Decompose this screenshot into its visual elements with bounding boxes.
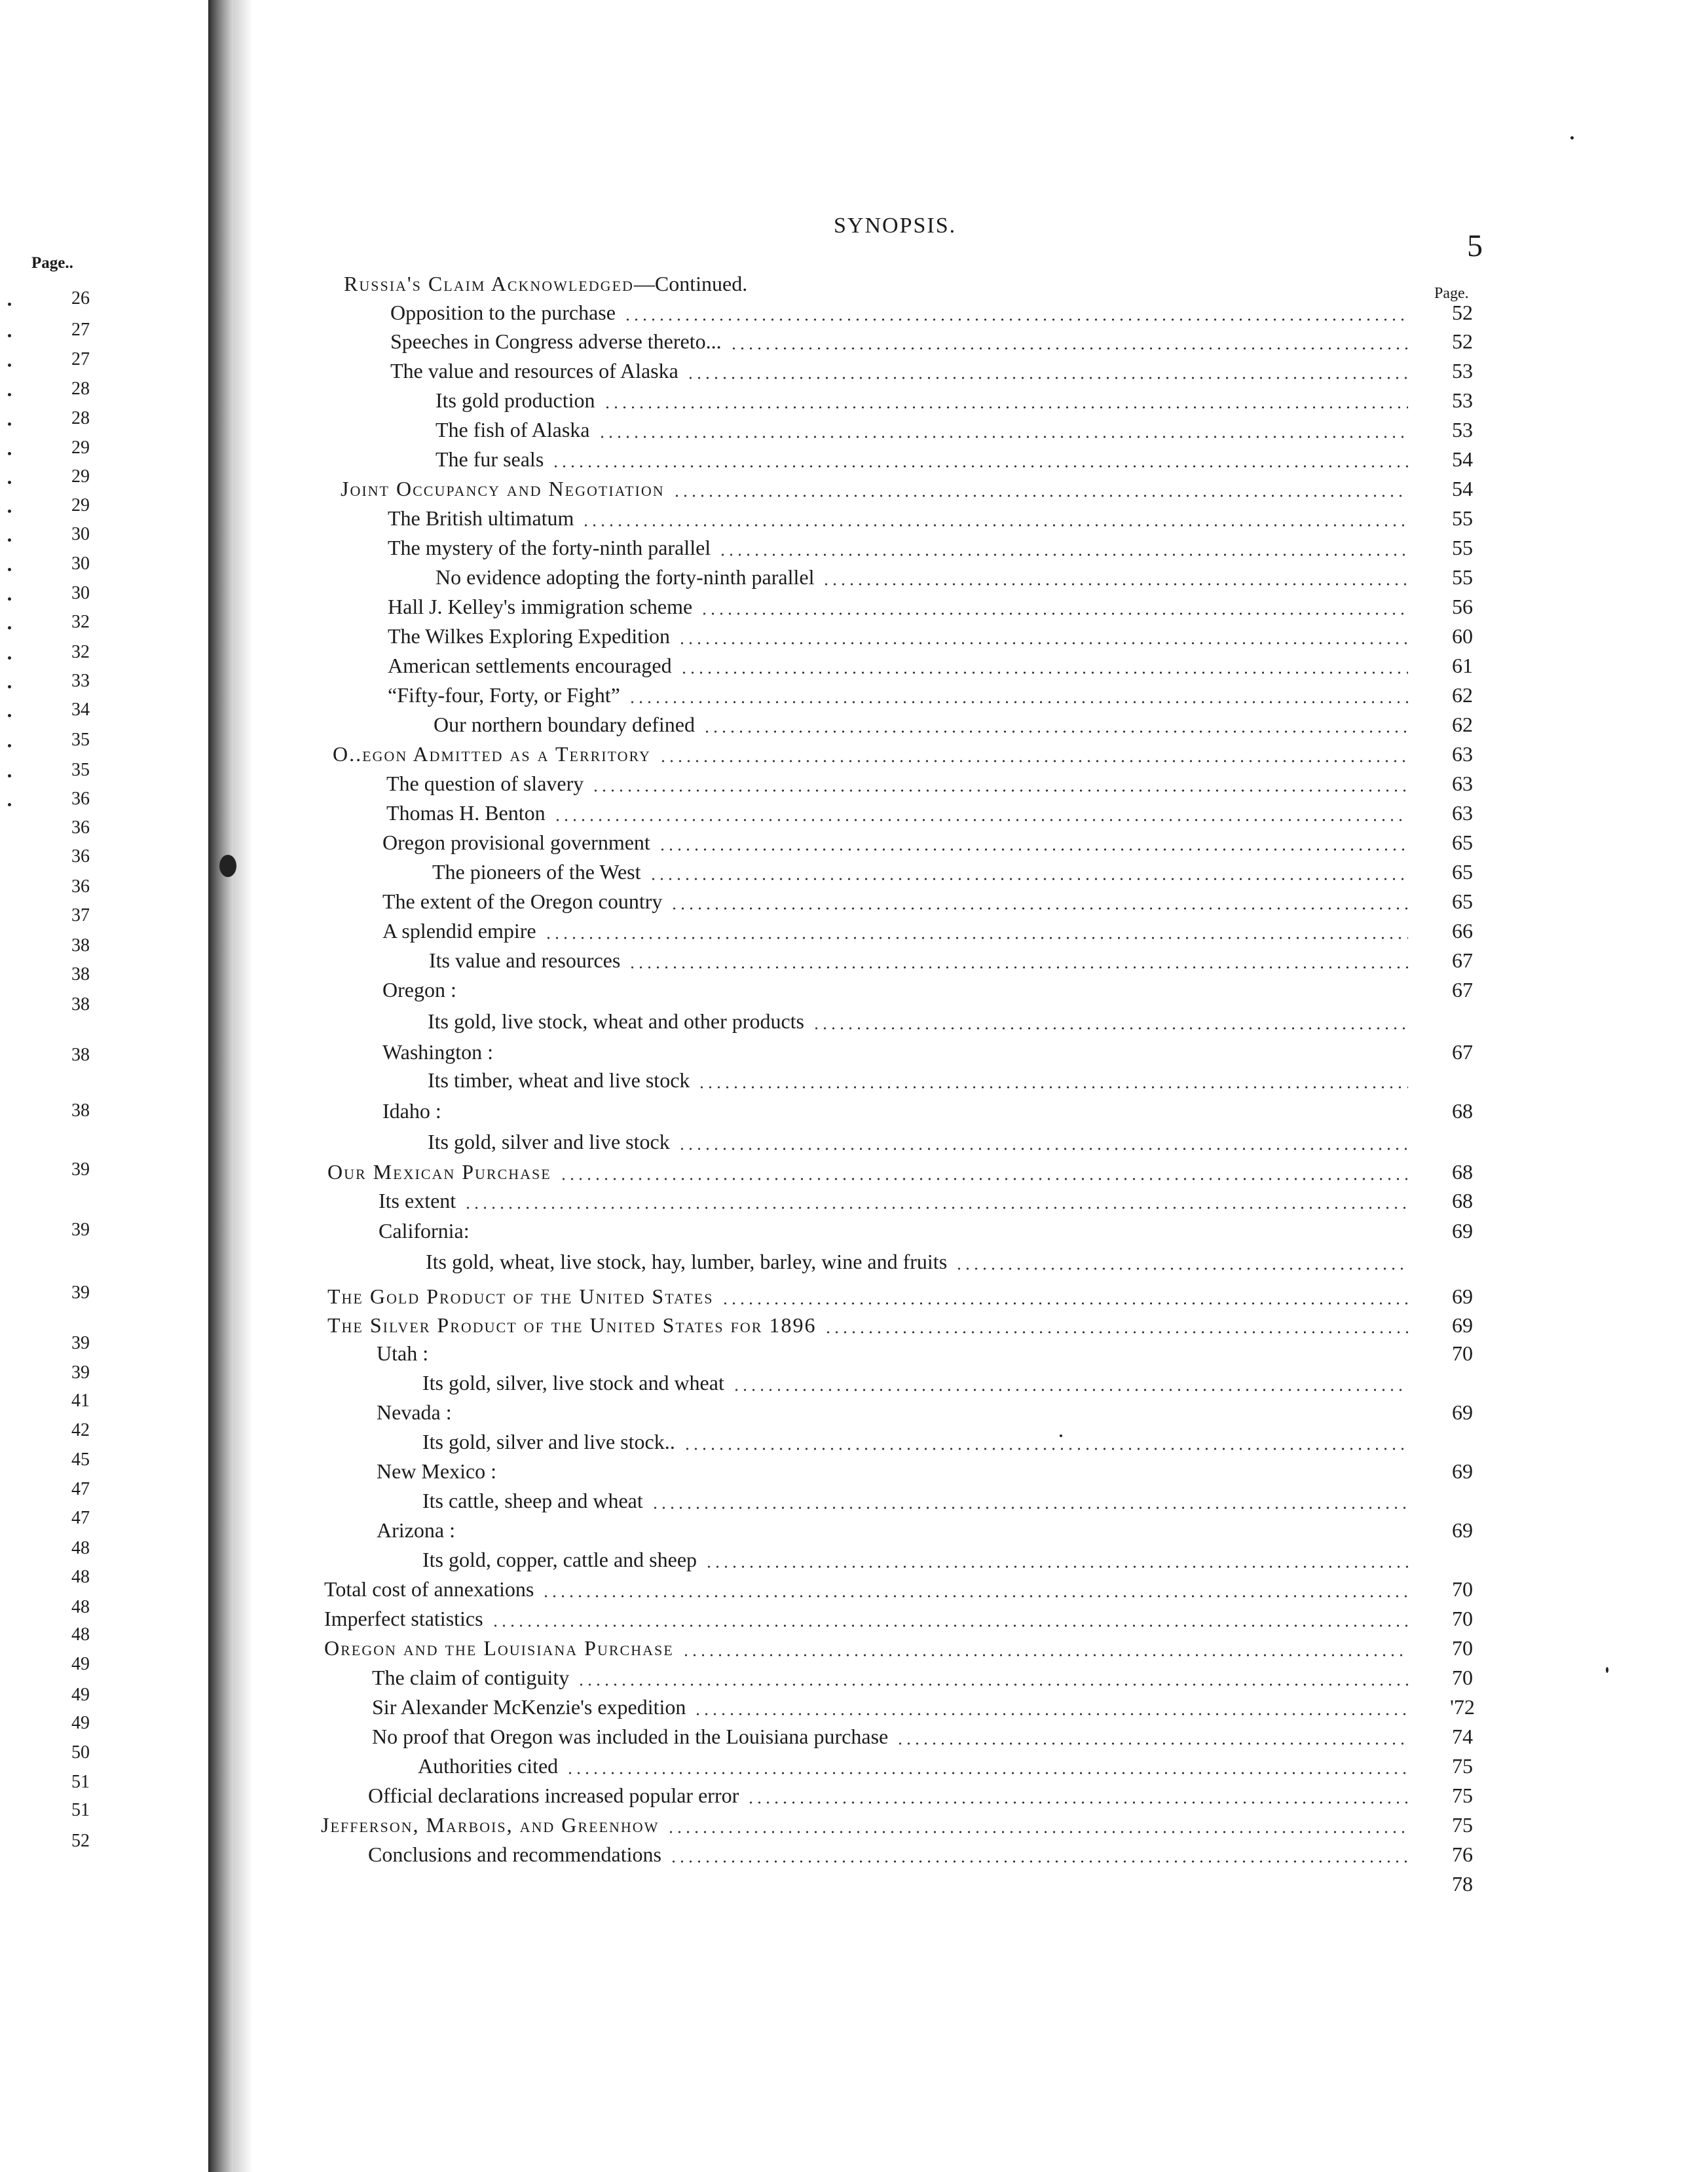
page-column-heading: Page. (1434, 285, 1469, 302)
dot-leader (658, 848, 1408, 851)
synopsis-entry (0, 1158, 1473, 1187)
left-margin-number: 30 (71, 583, 90, 603)
entry-page-number: 70 (1452, 1607, 1473, 1630)
entry-page-number: 62 (1452, 713, 1473, 736)
left-margin-number: 37 (71, 905, 90, 926)
left-margin-number: 38 (71, 1100, 90, 1121)
synopsis-entry (0, 1782, 1473, 1810)
entry-label: Utah : (377, 1341, 429, 1365)
entry-label: Its gold, live stock, wheat and other products (428, 1009, 804, 1033)
entry-label: Its cattle, sheep and wheat (422, 1489, 643, 1512)
synopsis-entry (0, 1546, 1441, 1575)
dot-leader (747, 1801, 1408, 1804)
entry-label: Oregon provisional government (382, 831, 650, 854)
entry-page-number: 54 (1452, 447, 1473, 471)
left-margin-heading: Page.. (31, 254, 73, 272)
continued-label: —Continued. (633, 272, 748, 295)
entry-label: The extent of the Oregon country (382, 889, 663, 913)
left-margin-number: 29 (71, 466, 90, 487)
dot-leader (542, 1595, 1408, 1598)
synopsis-entry (0, 946, 1473, 975)
left-margin-number: 39 (71, 1283, 90, 1303)
dot-leader (678, 642, 1408, 645)
dot-leader (582, 524, 1408, 527)
entry-page-number: '72 (1450, 1695, 1475, 1719)
dot-leader (628, 701, 1408, 703)
entry-page-number: 55 (1452, 565, 1473, 589)
dot-leader (896, 1742, 1408, 1745)
left-margin-number: 36 (71, 846, 90, 867)
dot-leader (544, 937, 1408, 939)
synopsis-entry (0, 328, 1473, 356)
entry-page-number: 56 (1452, 595, 1473, 618)
dot-leader (559, 1178, 1408, 1180)
entry-label: California: (379, 1219, 470, 1243)
entry-label: A splendid empire (382, 919, 536, 943)
left-margin-number: 26 (71, 288, 90, 309)
left-margin-number: 47 (71, 1508, 90, 1528)
synopsis-entry (0, 1398, 1473, 1427)
entry-label: The question of slavery (386, 772, 584, 795)
synopsis-entry (0, 1664, 1473, 1693)
synopsis-entry (0, 1248, 1441, 1277)
entry-page-number: 55 (1452, 536, 1473, 559)
entry-label: Russia's Claim Acknowledged—Continued. (344, 272, 748, 295)
left-margin-number: 36 (71, 876, 90, 897)
entry-page-number: 52 (1452, 329, 1473, 353)
entry-label: The claim of contiguity (372, 1666, 570, 1689)
entry-label: Idaho : (382, 1099, 441, 1123)
synopsis-entry (0, 1283, 1473, 1311)
synopsis-entry (0, 416, 1473, 445)
entry-label: Our Mexican Purchase (327, 1160, 551, 1184)
dot-leader (822, 583, 1408, 586)
left-margin-number: 32 (71, 612, 90, 632)
synopsis-entry (0, 1516, 1473, 1545)
dot-leader (598, 436, 1408, 438)
dot-leader (682, 1654, 1408, 1657)
left-margin-number: 36 (71, 789, 90, 809)
synopsis-entry (0, 475, 1473, 504)
entry-page-number: 70 (1452, 1577, 1473, 1601)
synopsis-entry (0, 270, 1441, 299)
entry-label: Its gold production (436, 388, 595, 412)
entry-label: The British ultimatum (388, 506, 574, 530)
entry-page-number: 53 (1452, 388, 1473, 412)
left-margin-number: 39 (71, 1333, 90, 1353)
entry-label: The Silver Product of the United States for 1896 (327, 1313, 817, 1337)
synopsis-entry (0, 1369, 1441, 1398)
synopsis-entry (0, 534, 1473, 563)
entry-page-number: 75 (1452, 1784, 1473, 1807)
dot-leader (566, 1772, 1408, 1774)
entry-page-number: 68 (1452, 1099, 1473, 1123)
entry-page-number: 70 (1452, 1341, 1473, 1365)
entry-page-number: 75 (1452, 1754, 1473, 1778)
entry-label: Conclusions and recommendations (368, 1843, 661, 1866)
synopsis-entry (0, 622, 1473, 651)
synopsis-entry (0, 1217, 1473, 1246)
synopsis-entry (0, 1605, 1473, 1634)
left-margin-number: 30 (71, 553, 90, 574)
entry-page-number: 63 (1452, 742, 1473, 766)
left-margin-number: 51 (71, 1800, 90, 1820)
entry-label: O..egon Admitted as a Territory (333, 742, 651, 766)
dot-leader (669, 1860, 1408, 1863)
dot-leader (577, 1683, 1408, 1686)
left-margin-number: 27 (71, 320, 90, 340)
left-margin-number: 38 (71, 964, 90, 984)
entry-label: “Fifty-four, Forty, or Fight” (388, 683, 620, 707)
synopsis-entry (0, 740, 1473, 769)
left-margin-number: 48 (71, 1597, 90, 1617)
entry-page-number: 67 (1452, 1040, 1473, 1064)
synopsis-entry (0, 1811, 1473, 1840)
synopsis-entry (0, 976, 1473, 1005)
dot-leader (628, 966, 1408, 969)
left-margin-number: 38 (71, 935, 90, 956)
dot-leader (812, 1027, 1408, 1030)
entry-page-number: 78 (1452, 1872, 1473, 1896)
synopsis-entry (0, 799, 1473, 828)
left-margin-number: 28 (71, 379, 90, 399)
synopsis-entry (0, 652, 1473, 681)
entry-label: Its gold, silver and live stock.. (422, 1430, 675, 1453)
synopsis-entry (0, 858, 1473, 887)
entry-page-number: 60 (1452, 624, 1473, 648)
synopsis-entry (0, 1752, 1473, 1781)
entry-label: The value and resources of Alaska (390, 359, 678, 383)
dot-leader (694, 1713, 1408, 1715)
dot-leader (651, 1507, 1408, 1509)
entry-label: No proof that Oregon was included in the Louisiana purchase (372, 1725, 889, 1748)
synopsis-entry (0, 1693, 1475, 1722)
left-margin-number: 39 (71, 1362, 90, 1383)
entry-page-number: 70 (1452, 1636, 1473, 1660)
left-margin-number: 52 (71, 1831, 90, 1851)
synopsis-entry (0, 917, 1473, 946)
entry-page-number: 52 (1452, 301, 1473, 324)
dot-leader (697, 1086, 1408, 1089)
entry-label: Oregon and the Louisiana Purchase (324, 1636, 674, 1660)
entry-label: Total cost of annexations (324, 1577, 534, 1601)
entry-page-number: 67 (1452, 948, 1473, 972)
entry-label: Sir Alexander McKenzie's expedition (372, 1695, 686, 1719)
entry-page-number: 69 (1452, 1518, 1473, 1542)
entry-page-number: 66 (1452, 919, 1473, 943)
entry-label: Thomas H. Benton (386, 801, 546, 825)
synopsis-entry (0, 1723, 1473, 1751)
synopsis-entry (0, 1487, 1441, 1516)
entry-label: Speeches in Congress adverse thereto... (390, 329, 722, 353)
entry-page-number: 69 (1452, 1219, 1473, 1243)
entry-label: Its gold, silver and live stock (428, 1130, 670, 1153)
dot-leader (591, 789, 1408, 792)
left-margin-number: 35 (71, 730, 90, 750)
dot-leader (673, 495, 1408, 497)
entry-page-number: 61 (1452, 654, 1473, 677)
entry-label: The Wilkes Exploring Expedition (388, 624, 670, 648)
synopsis-entry (0, 829, 1473, 857)
dot-leader (603, 406, 1408, 409)
entry-label: Opposition to the purchase (390, 301, 616, 324)
dot-leader (667, 1831, 1408, 1833)
synopsis-entry (0, 563, 1473, 592)
page-title: SYNOPSIS. (834, 214, 957, 238)
left-margin-number: 32 (71, 642, 90, 662)
dot-leader (683, 1448, 1408, 1450)
dot-leader (721, 1302, 1408, 1305)
entry-label: Imperfect statistics (324, 1607, 483, 1630)
entry-page-number: 63 (1452, 801, 1473, 825)
synopsis-entry (0, 1634, 1473, 1663)
left-margin-number: 27 (71, 349, 90, 369)
entry-label: Arizona : (377, 1518, 455, 1542)
left-margin-number: 41 (71, 1391, 90, 1411)
synopsis-entry (0, 1066, 1441, 1095)
dot-leader (659, 760, 1408, 762)
ink-speck (1570, 136, 1574, 140)
left-margin-number: 29 (71, 438, 90, 458)
entry-label: Official declarations increased popular error (368, 1784, 739, 1807)
left-margin-number: 33 (71, 671, 90, 691)
ink-speck (1606, 1667, 1608, 1673)
left-margin-number: 34 (71, 700, 90, 720)
entry-label: New Mexico : (377, 1459, 497, 1483)
left-margin-number: 49 (71, 1685, 90, 1705)
dot-leader (686, 377, 1408, 379)
synopsis-entry (0, 593, 1473, 622)
synopsis-entry (0, 1339, 1473, 1368)
left-margin-number: 49 (71, 1654, 90, 1674)
dot-leader (678, 1148, 1408, 1150)
dot-leader (955, 1267, 1408, 1270)
dot-leader (718, 553, 1408, 556)
synopsis-entry (0, 1870, 1473, 1899)
dot-leader (670, 907, 1408, 910)
entry-label: Its gold, silver, live stock and wheat (422, 1371, 724, 1395)
entry-label: Its gold, wheat, live stock, hay, lumber, barley, wine and fruits (426, 1250, 948, 1273)
dot-leader (824, 1331, 1408, 1334)
entry-page-number: 69 (1452, 1400, 1473, 1424)
left-margin-number: 48 (71, 1538, 90, 1558)
entry-page-number: 65 (1452, 831, 1473, 854)
left-margin-number: 29 (71, 495, 90, 515)
dot-leader (649, 878, 1408, 880)
entry-page-number: 74 (1452, 1725, 1473, 1748)
synopsis-entry (0, 1187, 1473, 1216)
synopsis-entry (0, 1457, 1473, 1486)
dot-leader (491, 1624, 1408, 1627)
entry-label: Its extent (379, 1189, 456, 1212)
entry-label: The mystery of the forty-ninth parallel (388, 536, 711, 559)
entry-label: Joint Occupancy and Negotiation (341, 477, 665, 500)
synopsis-entry (0, 1841, 1473, 1869)
synopsis-entry (0, 357, 1473, 386)
entry-label: Washington : (382, 1040, 493, 1064)
entry-label: Its value and resources (429, 948, 621, 972)
left-margin-number: 39 (71, 1159, 90, 1180)
left-margin-number: 49 (71, 1713, 90, 1733)
synopsis-entry (0, 1575, 1473, 1604)
entry-label: The fur seals (436, 447, 544, 471)
synopsis-entry (0, 1038, 1473, 1067)
synopsis-entry (0, 299, 1473, 328)
entry-page-number: 75 (1452, 1813, 1473, 1837)
left-margin-number: 38 (71, 994, 90, 1015)
entry-label: Jefferson, Marbois, and Greenhow (321, 1813, 659, 1837)
left-margin-number: 48 (71, 1567, 90, 1587)
entry-label: Its timber, wheat and live stock (428, 1068, 690, 1092)
dot-leader (464, 1207, 1408, 1209)
left-margin-number: 30 (71, 524, 90, 544)
entry-label: Authorities cited (418, 1754, 559, 1778)
synopsis-entry (0, 386, 1473, 415)
entry-page-number: 53 (1452, 359, 1473, 383)
entry-page-number: 53 (1452, 418, 1473, 441)
synopsis-entry (0, 445, 1473, 474)
left-margin-number: 36 (71, 817, 90, 838)
dot-leader (703, 730, 1408, 733)
entry-label: The Gold Product of the United States (327, 1284, 714, 1308)
left-margin-number: 48 (71, 1624, 90, 1645)
entry-label: American settlements encouraged (388, 654, 672, 677)
entry-page-number: 68 (1452, 1160, 1473, 1184)
left-margin-number: 35 (71, 760, 90, 780)
synopsis-entry (0, 888, 1473, 916)
synopsis-entry (0, 1311, 1473, 1340)
entry-label: No evidence adopting the forty-ninth parallel (436, 565, 815, 589)
entry-page-number: 69 (1452, 1284, 1473, 1308)
dot-leader (700, 612, 1408, 615)
dot-leader (553, 819, 1408, 821)
entry-page-number: 69 (1452, 1313, 1473, 1337)
entry-page-number: 69 (1452, 1459, 1473, 1483)
dot-leader (623, 318, 1408, 321)
synopsis-entry (0, 504, 1473, 533)
synopsis-entry (0, 1128, 1441, 1157)
entry-page-number: 70 (1452, 1666, 1473, 1689)
left-margin-number: 39 (71, 1220, 90, 1240)
synopsis-entry (0, 1097, 1473, 1126)
page-number: 5 (1467, 229, 1483, 263)
synopsis-entry (0, 1007, 1441, 1036)
left-margin-number: 42 (71, 1420, 90, 1440)
entry-page-number: 65 (1452, 860, 1473, 884)
synopsis-entry (0, 711, 1473, 740)
dot-leader (730, 347, 1408, 350)
left-margin-number: 51 (71, 1772, 90, 1792)
entry-label: Nevada : (377, 1400, 452, 1424)
left-margin-number: 38 (71, 1045, 90, 1065)
entry-page-number: 54 (1452, 477, 1473, 500)
entry-label: Oregon : (382, 978, 456, 1002)
entry-page-number: 76 (1452, 1843, 1473, 1866)
entry-page-number: 65 (1452, 889, 1473, 913)
entry-label: The pioneers of the West (432, 860, 641, 884)
dot-leader (732, 1389, 1408, 1391)
dot-leader (705, 1565, 1408, 1568)
entry-page-number: 55 (1452, 506, 1473, 530)
left-margin-number: 28 (71, 408, 90, 428)
entry-label: Hall J. Kelley's immigration scheme (388, 595, 693, 618)
entry-label: Our northern boundary defined (434, 713, 695, 736)
left-margin-number: 45 (71, 1450, 90, 1470)
synopsis-entry (0, 681, 1473, 710)
entry-label: The fish of Alaska (436, 418, 590, 441)
entry-label: Its gold, copper, cattle and sheep (422, 1548, 697, 1571)
entry-page-number: 63 (1452, 772, 1473, 795)
dot-leader (680, 671, 1408, 674)
left-margin-number: 47 (71, 1479, 90, 1499)
entry-page-number: 68 (1452, 1189, 1473, 1212)
dot-leader (551, 465, 1408, 468)
synopsis-entry (0, 1428, 1441, 1457)
left-margin-number: 50 (71, 1742, 90, 1763)
entry-page-number: 62 (1452, 683, 1473, 707)
synopsis-entry (0, 770, 1473, 798)
entry-page-number: 67 (1452, 978, 1473, 1002)
